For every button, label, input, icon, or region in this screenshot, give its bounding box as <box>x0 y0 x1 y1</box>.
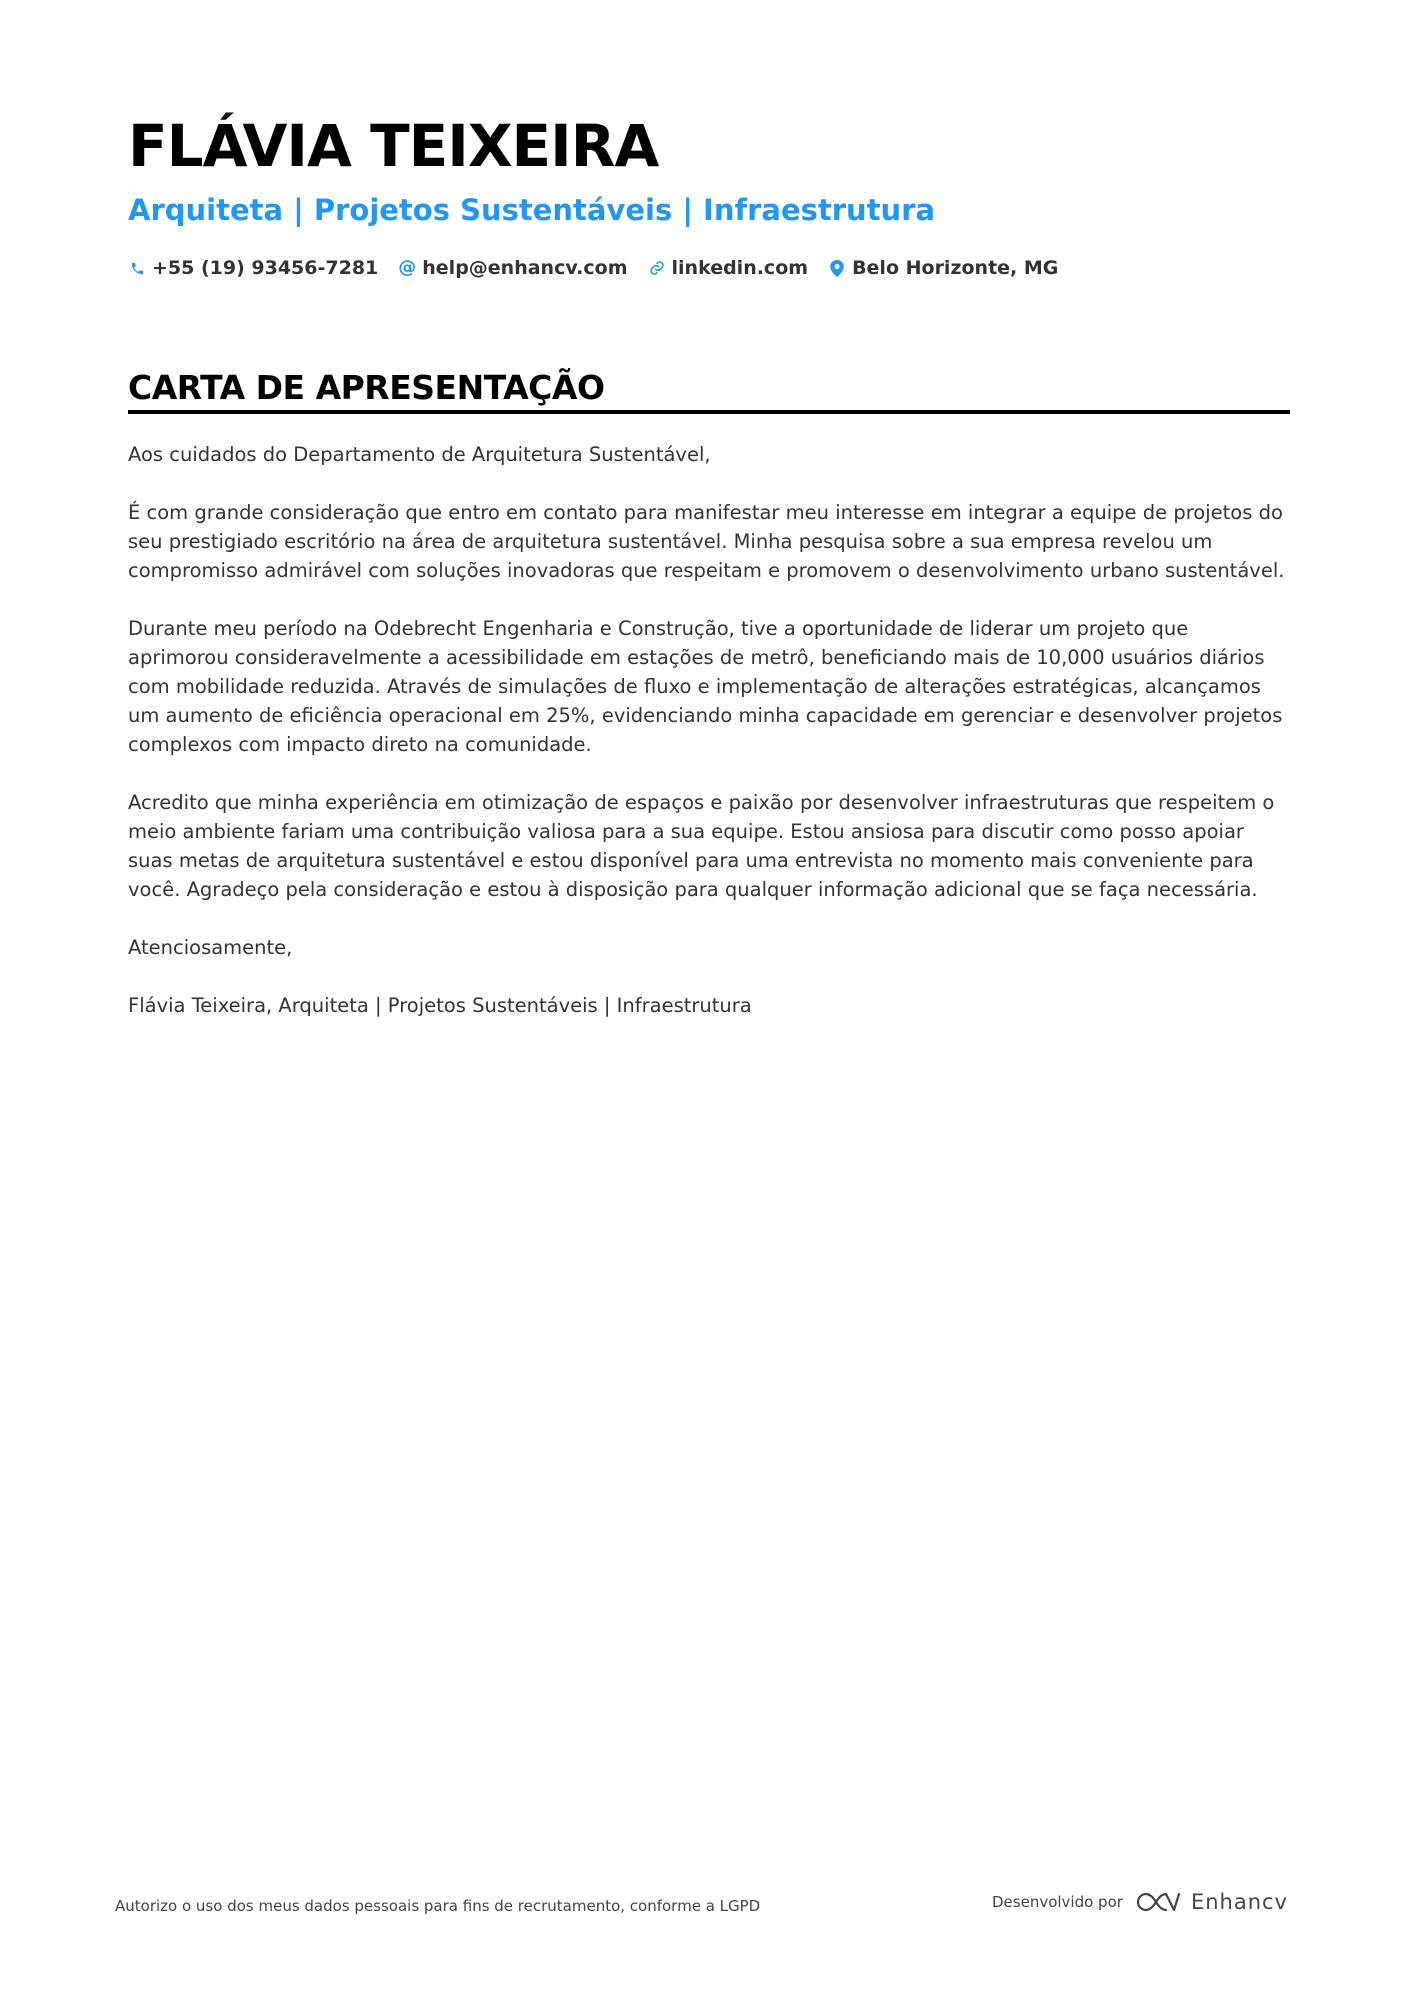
contact-phone-text: +55 (19) 93456-7281 <box>152 257 379 279</box>
section-title: CARTA DE APRESENTAÇÃO <box>128 368 605 407</box>
location-pin-icon <box>828 258 846 278</box>
consent-note: Autorizo o uso dos meus dados pessoais para fins de recrutamento, conforme a LGPD <box>115 1897 761 1915</box>
brand-name: Enhancv <box>1190 1890 1288 1914</box>
letter-signature: Flávia Teixeira, Arquiteta | Projetos Sustentáveis | Infraestrutura <box>128 994 752 1017</box>
contact-linkedin[interactable] <box>648 254 809 282</box>
contact-email-text[interactable]: help@enhancv.com <box>422 257 628 279</box>
candidate-name: FLÁVIA TEIXEIRA <box>128 112 659 180</box>
letter-paragraph: Acredito que minha experiência em otimização de espaços e paixão por desenvolver infraestruturas que respeitem o meio ambiente fariam uma contribuição valiosa para a sua equipe. Estou ansiosa para discutir como posso apoiar suas metas de arquitetura sustentável e estou disponível para uma entrevista no momento mais conveniente para você. Agradeço pela consideração e estou à disposição para qualquer informação adicional que se faça necessária. <box>128 791 1275 901</box>
built-by-label: Desenvolvido por <box>992 1893 1123 1911</box>
phone-icon <box>128 258 146 278</box>
contact-linkedin-text[interactable]: linkedin.com <box>671 257 809 279</box>
footer-branding[interactable] <box>992 1889 1288 1915</box>
letter-paragraph: Durante meu período na Odebrecht Engenharia e Construção, tive a oportunidade de liderar um projeto que aprimorou consideravelmente a acessibilidade em estações de metrô, beneficiando mais de 10,000 usuários diários com mobilidade reduzida. Através de simulações de fluxo e implementação de alterações estratégicas, alcançamos um aumento de eficiência operacional em 25%, evidenciando minha capacidade em gerenciar e desenvolver projetos complexos com impacto direto na comunidade. <box>128 617 1283 756</box>
contact-email[interactable] <box>398 254 627 282</box>
link-icon <box>648 258 666 278</box>
letter-greeting: Aos cuidados do Departamento de Arquitetura Sustentável, <box>128 443 711 466</box>
letter-paragraph: É com grande consideração que entro em contato para manifestar meu interesse em integrar a equipe de projetos do seu prestigiado escritório na área de arquitetura sustentável. Minha pesquisa sobre a sua empresa revelou um compromisso admirável com soluções inovadoras que respeitam e promovem o desenvolvimento urbano sustentável. <box>128 501 1285 582</box>
contact-phone <box>128 254 378 282</box>
contact-location <box>828 254 1058 282</box>
section-divider <box>128 410 1290 414</box>
letter-body <box>128 440 1290 1049</box>
contact-bar <box>128 254 1058 282</box>
contact-location-text: Belo Horizonte, MG <box>852 257 1059 279</box>
enhancv-logo-icon <box>1135 1890 1181 1914</box>
letter-closing: Atenciosamente, <box>128 936 293 959</box>
brand-logo[interactable] <box>1135 1889 1288 1915</box>
at-icon: @ <box>398 257 417 278</box>
candidate-headline: Arquiteta | Projetos Sustentáveis | Infraestrutura <box>128 193 936 227</box>
